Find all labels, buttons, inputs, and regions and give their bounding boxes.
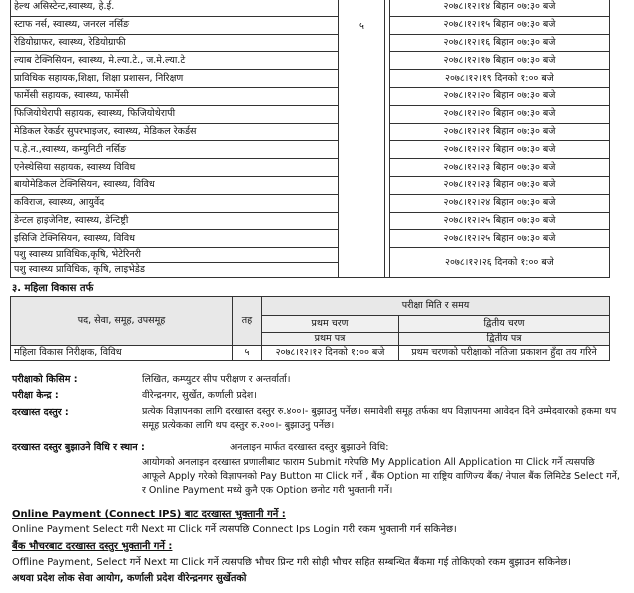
post-cell: हेल्थ असिस्टेन्ट,स्वास्थ्य, हे.ई. xyxy=(11,0,339,16)
table-row xyxy=(11,87,610,105)
post-cell: एनेस्थेसिया सहायक, स्वास्थ्य विविध xyxy=(11,159,339,177)
header-level: तह xyxy=(233,297,262,346)
date-cell: २०७८।१२।१५ बिहान ०७:३० बजे xyxy=(389,16,609,34)
section-title-women-development: ३. महिला विकास तर्फ xyxy=(12,283,94,294)
date-cell: २०७८।१२।२३ बिहान ०७:३० बजे xyxy=(389,176,609,194)
date-cell: २०७८।१२।१९ दिनको १:०० बजे xyxy=(389,70,609,88)
post-cell: डेन्टल हाइजेनिष्ट, स्वास्थ्य, डेन्टिष्ट्री xyxy=(11,212,339,230)
date-cell: २०७८।१२।२४ बिहान ०७:३० बजे xyxy=(389,194,609,212)
post-cell: मेडिकल रेकर्डर सुपरभाइजर, स्वास्थ्य, मेडिकल रेकर्डस xyxy=(11,123,339,141)
table-row xyxy=(11,52,610,70)
date-cell: २०७८।१२।२० बिहान ०७:३० बजे xyxy=(389,105,609,123)
table-row xyxy=(11,159,610,177)
online-payment-text: Online Payment Select गरी Next मा Click गर्ने त्यसपछि Connect Ips Login गरी रकम भुक्तानी गर्न सकिनेछ। xyxy=(12,524,457,535)
post-cell: इसिजि टेक्निसियन, स्वास्थ्य, विविध xyxy=(11,230,339,248)
level-cell: ५ xyxy=(339,0,385,278)
post-line: पशु स्वास्थ्य प्राविधिक,कृषि, भेटेरिनरी xyxy=(14,249,141,261)
post-line: पशु स्वास्थ्य प्राविधिक, कृषि, लाइभेडेड xyxy=(11,262,338,276)
office-text: अथवा प्रदेश लोक सेवा आयोग, कर्णाली प्रदेश वीरेन्द्रनगर सुर्खेतको xyxy=(12,573,247,584)
date-cell: २०७८।१२।२१ बिहान ०७:३० बजे xyxy=(389,123,609,141)
table-row xyxy=(11,230,610,248)
online-payment-heading: Online Payment (Connect IPS) बाट दरखास्त भुक्तानी गर्ने : xyxy=(12,509,286,520)
method-label: दरखास्त दस्तुर बुझाउने विधि र स्थान : xyxy=(12,442,145,453)
table-row xyxy=(11,194,610,212)
date-cell: २०७८।१२।२५ बिहान ०७:३० बजे xyxy=(389,230,609,248)
table-row xyxy=(11,70,610,88)
header-exam-date: परीक्षा मिति र समय xyxy=(262,297,610,316)
women-development-table xyxy=(10,296,610,361)
post-cell: फिजियोथेरापी सहायक, स्वास्थ्य, फिजियोथेरापी xyxy=(11,105,339,123)
row-post: महिला विकास निरीक्षक, विविध xyxy=(11,346,233,361)
exam-schedule-table xyxy=(10,0,610,278)
bank-voucher-heading: बैंक भौचरबाट दरखास्त दस्तुर भुक्तानी गर्ने : xyxy=(12,541,173,552)
exam-center-value: वीरेन्द्रनगर, सुर्खेत, कर्णाली प्रदेश। xyxy=(142,390,257,401)
date-cell: २०७८।१२।१६ बिहान ०७:३० बजे xyxy=(389,34,609,52)
method-inline: अनलाइन मार्फत दरखास्त दस्तुर बुझाउने विधि: xyxy=(230,442,389,453)
date-cell: २०७८।१२।२० बिहान ०७:३० बजे xyxy=(389,87,609,105)
post-cell: ल्याब टेक्निसियन, स्वास्थ्य, मे.ल्या.टे., ज.मे.ल्या.टे xyxy=(11,52,339,70)
post-cell: स्टाफ नर्स, स्वास्थ्य, जनरल नर्सिङ xyxy=(11,16,339,34)
date-cell: २०७८।१२।२२ बिहान ०७:३० बजे xyxy=(389,141,609,159)
post-cell: प्राविधिक सहायक,शिक्षा, शिक्षा प्रशासन, निरिक्षण xyxy=(11,70,339,88)
exam-type-label: परीक्षाको किसिम : xyxy=(12,374,78,385)
row-note: प्रथम चरणको परीक्षाको नतिजा प्रकाशन हुँदा तय गरिने xyxy=(399,346,610,361)
table-row xyxy=(11,248,610,278)
post-cell xyxy=(11,248,339,278)
table-row xyxy=(11,0,610,16)
table-row xyxy=(11,141,610,159)
table-row xyxy=(11,176,610,194)
post-cell: फार्मेसी सहायक, स्वास्थ्य, फार्मेसी xyxy=(11,87,339,105)
post-cell: कविराज, स्वास्थ्य, आयुर्वेद xyxy=(11,194,339,212)
row-level: ५ xyxy=(233,346,262,361)
date-cell: २०७८।१२।१४ बिहान ०७:३० बजे xyxy=(389,0,609,16)
table-row xyxy=(11,212,610,230)
date-cell: २०७८।१२।१७ बिहान ०७:३० बजे xyxy=(389,52,609,70)
row-date: २०७८।१२।१२ दिनको १:०० बजे xyxy=(262,346,399,361)
header-phase1: प्रथम चरण xyxy=(262,316,399,333)
date-cell: २०७८।१२।२५ बिहान ०७:३० बजे xyxy=(389,212,609,230)
fee-label: दरखास्त दस्तुर : xyxy=(12,407,69,418)
table-row xyxy=(11,34,610,52)
post-cell: रेडियोग्राफर, स्वास्थ्य, रेडियोग्राफी xyxy=(11,34,339,52)
header-paper2: द्वितीय पत्र xyxy=(399,333,610,346)
header-phase2: द्वितीय चरण xyxy=(399,316,610,333)
post-cell: प.हे.न.,स्वास्थ्य, कम्युनिटी नर्सिङ xyxy=(11,141,339,159)
fee-value: प्रत्येक विज्ञापनका लागि दरखास्त दस्तुर रु.४००।- बुझाउनु पर्नेछ। समावेशी समूह तर्फका थप विज्ञापनमा आवेदन दिने उम्मेदवारको हकमा थप समूह प्रत्येकका लागि थप दस्तुर रु.२००।- बुझाउनु पर्नेछ। xyxy=(142,406,617,431)
date-cell: २०७८।१२।२६ दिनको १:०० बजे xyxy=(389,248,609,278)
table-row xyxy=(11,105,610,123)
exam-type-value: लिखित, कम्प्युटर सीप परीक्षण र अन्तर्वार्ता। xyxy=(142,374,291,385)
header-paper1: प्रथम पत्र xyxy=(262,333,399,346)
table-row xyxy=(11,16,610,34)
header-post: पद, सेवा, समूह, उपसमूह xyxy=(11,297,233,346)
method-value: आयोगको अनलाइन दरखास्त प्रणालीबाट फाराम Submit गरेपछि My Application All Application मा Click गर्ने त्यसपछि आफूले Apply गरेको विज्ञापनको Pay Button मा Click गर्ने , बैंक Option मा राष्ट्रिय वाणिज्य बैंक/ नेपाल बैंक लिमिटेड Select गर्ने, र Online Payment मध्ये कुनै एक Option छनोट गरी भुक्तानी गर्ने। xyxy=(142,457,620,496)
table-row xyxy=(11,123,610,141)
bank-voucher-text: Offline Payment, Select गर्ने Next मा Click गर्ने त्यसपछि भौचर प्रिन्ट गरी सोही भौचर सहित सम्बन्धित बैंकमा गई तोकिएको रकम बुझाउन सकिनेछ। xyxy=(12,557,571,568)
post-cell: बायोमेडिकल टेक्निसियन, स्वास्थ्य, विविध xyxy=(11,176,339,194)
date-cell: २०७८।१२।२३ बिहान ०७:३० बजे xyxy=(389,159,609,177)
exam-center-label: परीक्षा केन्द्र : xyxy=(12,390,59,401)
